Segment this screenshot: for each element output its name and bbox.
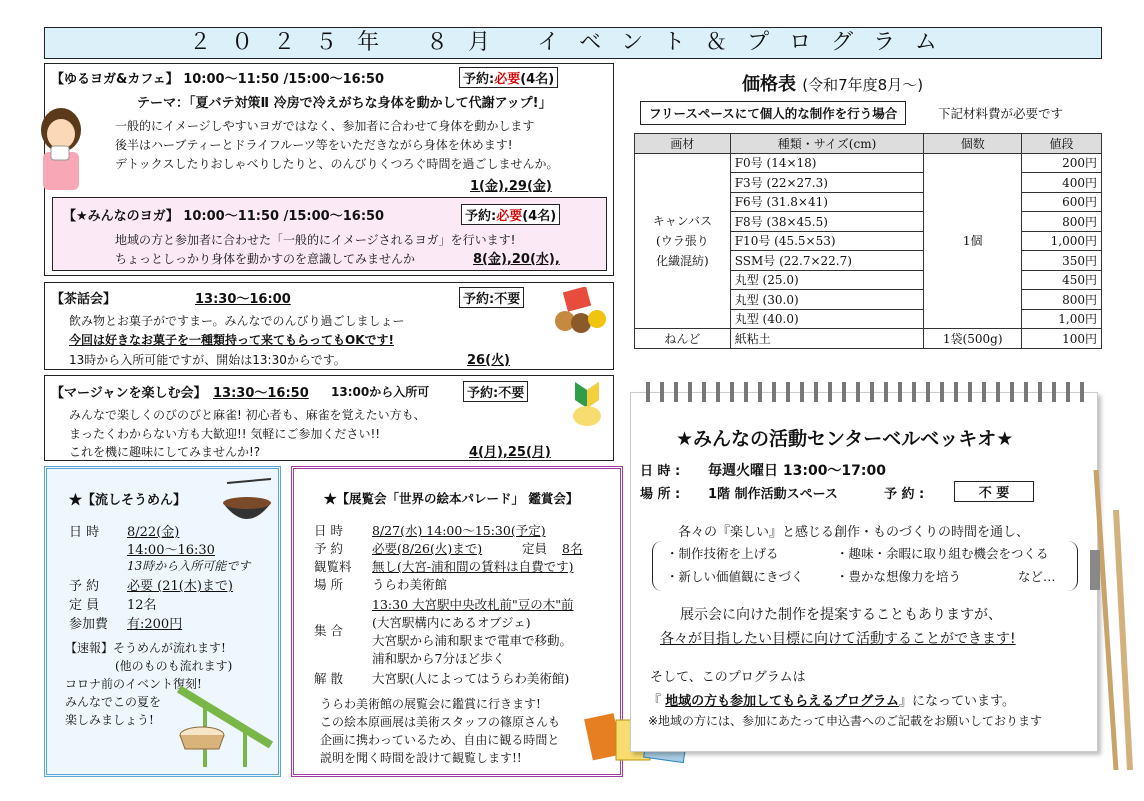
center-reserve-label: 予 約 : [884,487,925,502]
somen-time-note: 13時から入所可能です [127,559,251,573]
center-bullet-2: ・趣味・余暇に取り組む機会をつくる [836,546,1049,561]
somen-date-label: 日 時 [69,525,100,540]
price-type: SSM号 (22.7×22.7) [730,251,924,271]
price-value: 600円 [1022,192,1102,212]
exhibit-reserve-label: 予 約 [314,541,343,556]
price-value: 800円 [1022,290,1102,310]
somen-fee-label: 参加費 [69,617,109,632]
minna-yoga-box [52,197,607,271]
table-row [635,153,1102,173]
center-bullet-1: ・制作技術を上げる [666,546,779,561]
exhibit-meet-label: 集 合 [314,623,343,638]
mahjong-time: 13:30～16:50 [213,386,309,401]
exhibit-meet-1: 13:30 大宮駅中央改札前"豆の木"前 [372,597,574,612]
tea-time: 13:30～16:00 [195,292,291,307]
center-reserve: 不 要 [954,481,1034,502]
clay-material: ねんど [635,329,731,349]
price-type: F6号 (31.8×41) [730,192,924,212]
minna-yoga-dates: 8(金),20(水), [473,252,560,267]
price-type: F8号 (38×45.5) [730,212,924,232]
exhibit-desc-3: 企画に携わっているため、自由に観る時間と [320,733,560,747]
exhibit-desc-4: 説明を聞く時間を設けて観覧します!! [320,751,522,765]
somen-capacity: 12名 [127,598,157,613]
price-subtitle-note: 下記材料費が必要です [938,106,1064,121]
yoga-theme: テーマ：「夏バテ対策Ⅱ 冷房で冷えがちな身体を動かして代謝アップ!」 [137,96,552,111]
somen-time: 14:00～16:30 [127,543,215,558]
somen-flash-2: (他のものも流れます) [115,659,233,673]
mahjong-note: 13:00から入所可 [331,385,430,399]
yoga-dates: 1(金),29(金) [470,179,552,194]
somen-date: 8/22(金) [127,525,180,540]
tea-reserve: 予約:不要 [459,287,524,308]
center-note: ※地域の方には、参加にあたって申込書へのご記載をお願いしております [648,714,1043,728]
notebook-rings [646,382,1086,402]
yoga-desc-3: デトックスしたりおしゃべりしたりと、のんびりくつろぐ時間を過ごしませんか。 [115,157,559,171]
price-value: 800円 [1022,212,1102,232]
center-paragraph-3: そして、このプログラムは [650,670,806,685]
price-header-material: 画材 [635,134,731,154]
exhibit-date-label: 日 時 [314,523,343,538]
center-paragraph-1: 展示会に向けた制作を提案することもありますが、 [680,607,1002,623]
mahjong-box [44,375,614,461]
exhibit-box [291,466,623,777]
price-type: 丸型 (25.0) [730,270,924,290]
somen-flash-3: コロナ前のイベント復刻! [65,677,202,691]
price-value: 350円 [1022,251,1102,271]
exhibit-reserve: 必要(8/26(火)まで) [372,541,483,556]
page-title: ２０２５年 ８月 イベント＆プログラム [44,27,1102,59]
price-type: 丸型 (40.0) [730,309,924,329]
yoga-reserve: 予約:必要(4名) [459,67,558,88]
price-header-type: 種類・サイズ(cm) [730,134,924,154]
exhibit-meet-4: 浦和駅から7分ほど歩く [372,651,505,666]
exhibit-desc-1: うらわ美術館の展覧会に鑑賞に行きます! [320,697,541,711]
tea-box [44,282,614,370]
yoga-desc-1: 一般的にイメージしやすいヨガではなく、参加者に合わせて身体を動かします [115,119,535,133]
mahjong-desc-3: これを機に趣味にしてみませんか!? [69,445,261,459]
price-value: 450円 [1022,270,1102,290]
mahjong-reserve: 予約:不要 [463,381,528,402]
somen-reserve: 必要 (21(木)まで) [127,579,233,594]
yoga-desc-2: 後半はハーブティーとドライフルーツ等をいただきながら身体を休めます! [115,138,513,152]
center-title: ★みんなの活動センターベルベッキオ★ [676,428,1014,450]
price-value: 1,00円 [1022,309,1102,329]
center-paragraph-4: 『 地域の方も参加してもらえるプログラム』になっています。 [648,694,1015,709]
exhibit-date: 8/27(水) 14:00～15:30(予定) [372,523,546,538]
clay-qty: 1袋(500g) [924,329,1022,349]
paintbrushes-icon [1086,470,1136,770]
center-place: 1階 制作活動スペース [708,487,838,502]
price-header-qty: 個数 [924,134,1022,154]
minna-yoga-desc-2: ちょっとしっかり身体を動かすのを意識してみませんか [115,252,416,266]
minna-yoga-heading: 【★みんなのヨガ】 10:00～11:50 /15:00～16:50 [63,209,385,224]
mahjong-heading: 【マージャンを楽しむ会】 [51,386,207,401]
exhibit-place-label: 場 所 [314,577,343,592]
somen-flash-5: 楽しみましょう! [65,713,154,727]
price-type: F3号 (22×27.3) [730,173,924,193]
price-subtitle: フリースペースにて個人的な制作を行う場合 [640,101,906,125]
mahjong-desc-2: まったくわからない方も大歓迎!! 気軽にご参加ください!! [69,427,381,441]
tea-desc-3: 13時から入所可能ですが、開始は13:30からです。 [69,353,346,367]
canvas-qty: 1個 [924,153,1022,329]
center-bullet-3: ・新しい価値観にきづく [666,569,804,584]
exhibit-end-label: 解 散 [314,671,343,686]
price-header-row [635,134,1102,154]
price-header-price: 値段 [1022,134,1102,154]
center-intro: 各々の『楽しい』と感じる創作・ものづくりの時間を通し、 [678,525,1030,540]
tea-desc-2: 今回は好きなお菓子を一種類持って来てもらってもOKです! [69,333,394,347]
exhibit-end: 大宮駅(人によってはうらわ美術館) [372,671,570,686]
center-place-label: 場 所 : [640,487,681,502]
price-table [634,133,1102,349]
exhibit-capacity-label: 定員 [522,541,548,556]
exhibit-capacity: 8名 [562,541,583,556]
price-type: 丸型 (30.0) [730,290,924,310]
somen-flash-1: 【速報】そうめんが流れます! [65,641,226,655]
exhibit-meet-2: (大宮駅構内にあるオブジェ) [372,615,531,630]
exhibit-place: うらわ美術館 [372,577,448,592]
tea-desc-1: 飲み物とお菓子がですまー。みんなでのんびり過ごしましょー [69,314,405,328]
snacks-illustration [551,287,611,337]
minna-yoga-desc-1: 地域の方と参加者に合わせた「一般的にイメージされるヨガ」を行います! [115,233,516,247]
exhibit-fee-label: 観覧料 [314,559,352,574]
somen-heading: ★【流しそうめん】 [69,493,187,508]
center-bullet-5: など… [1018,569,1056,584]
somen-fee: 有:200円 [127,617,183,632]
woman-drinking-illustration [31,102,91,192]
canvas-cell: キャンバス (ウラ張り 化繊混紡) [635,153,731,329]
somen-box [44,466,281,777]
beginner-chick-icon [565,378,609,428]
clay-type: 紙粘土 [730,329,924,349]
tea-heading: 【茶話会】 [51,292,117,307]
exhibit-meet-3: 大宮駅から浦和駅まで電車で移動。 [372,633,573,648]
exhibit-fee: 無し(大宮-浦和間の賃料は自費です) [372,559,574,574]
exhibit-desc-2: この絵本原画展は美術スタッフの篠原さんも [320,715,561,729]
mahjong-dates: 4(月),25(月) [469,445,551,460]
center-bullet-4: ・豊かな想像力を培う [836,569,962,584]
clay-price: 100円 [1022,329,1102,349]
center-date-label: 日 時 : [640,464,681,479]
somen-reserve-label: 予 約 [69,579,100,594]
exhibit-heading: ★【展覧会「世界の絵本パレード」 鑑賞会】 [324,491,579,506]
price-type: F0号 (14×18) [730,153,924,173]
price-value: 200円 [1022,153,1102,173]
table-row [635,329,1102,349]
somen-tub-icon [177,723,227,753]
somen-capacity-label: 定 員 [69,598,100,613]
mahjong-desc-1: みんなで楽しくのびのびと麻雀! 初心者も、麻雀を覚えたい方も、 [69,408,426,422]
minna-yoga-reserve: 予約:必要(4名) [461,204,560,225]
tea-dates: 26(火) [467,353,510,368]
center-paragraph-2: 各々が目指したい目標に向けて活動することができます! [660,631,1016,647]
price-type: F10号 (45.5×53) [730,231,924,251]
yoga-heading: 【ゆるヨガ&カフェ】 10:00～11:50 /15:00～16:50 [51,72,385,87]
price-title: 価格表 (令和7年度8月～) [742,74,924,95]
center-date: 毎週火曜日 13:00～17:00 [708,463,887,479]
price-value: 1,000円 [1022,231,1102,251]
somen-bowl-icon [217,477,277,532]
price-value: 400円 [1022,173,1102,193]
somen-flash-4: みんなでこの夏を [65,695,162,709]
